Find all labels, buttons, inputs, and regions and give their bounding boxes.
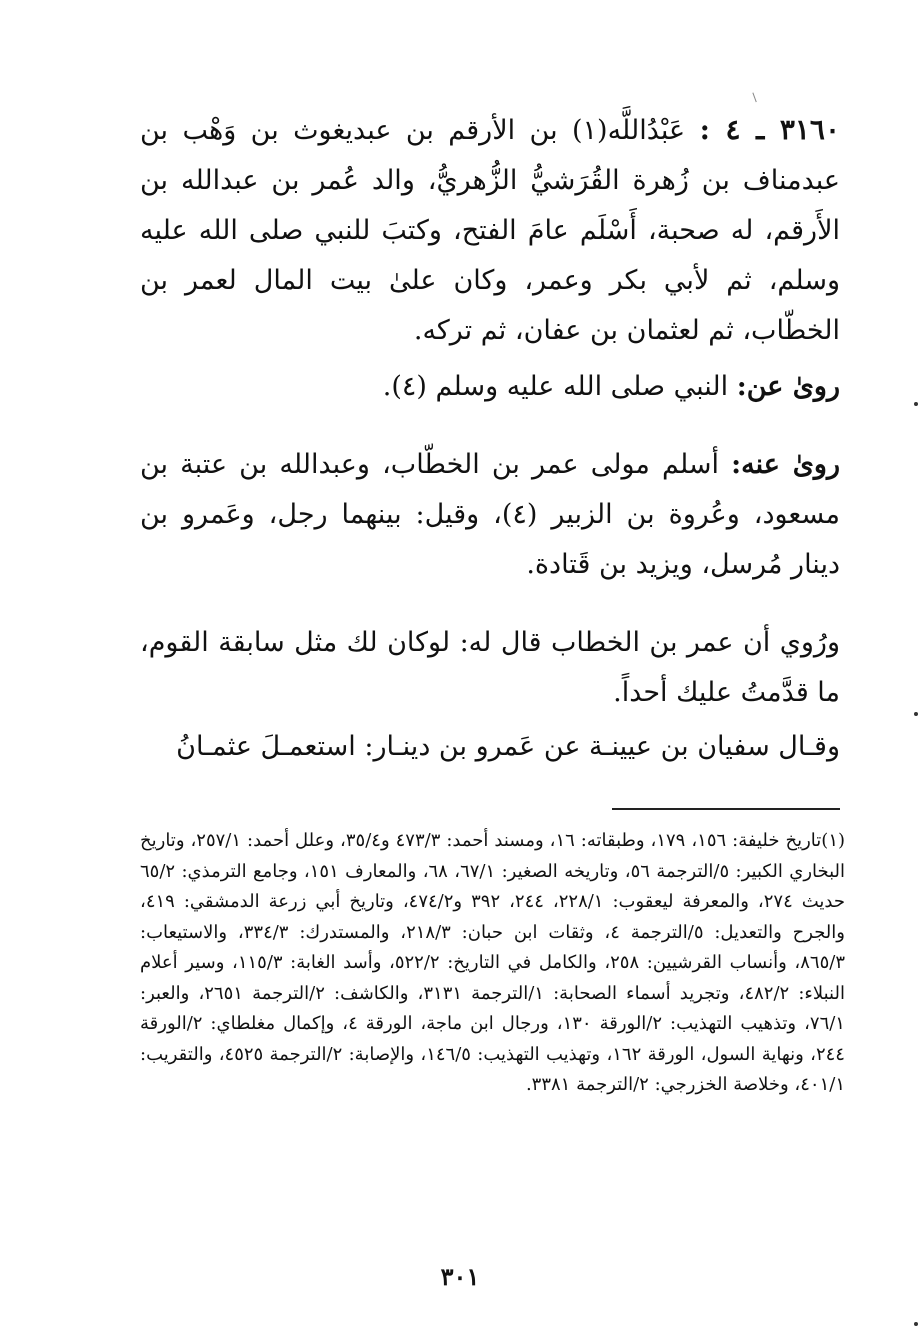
entry-number: ٣١٦٠ ـ ٤ : <box>699 113 840 146</box>
narrated-from-text: النبي صلى الله عليه وسلم (٤). <box>382 371 729 402</box>
entry-paragraph-narrated-from <box>140 362 840 412</box>
entry-paragraph-report <box>140 618 840 718</box>
narrated-by-text: أسلم مولى عمر بن الخطّاب، وعبدالله بن عتبة بن مسعود، وعُروة بن الزبير (٤)، وقيل: بينهما رجل، وعَمرو بن دينار مُرسل، ويزيد بن قَتادة. <box>140 449 841 580</box>
margin-mark <box>914 1322 918 1326</box>
sufyan-text: وقـال سفيان بن عيينـة عن عَمرو بن دينـار: استعمـلَ عثمـانُ <box>176 731 840 762</box>
page-number: ٣٠١ <box>440 1262 480 1291</box>
footnote-text: (١)تاريخ خليفة: ١٥٦، ١٧٩، وطبقاته: ١٦، ومسند أحمد: ٤٧٣/٣ و٣٥/٤، وعلل أحمد: ٢٥٧/١، وتاريخ البخاري الكبير: ٥/الترجمة ٥٦، وتاريخه الصغير: ٦٧/١، ٦٨، والمعارف ١٥١، وجامع الترمذي: ٦٥/٢ حديث ٢٧٤، والمعرفة ليعقوب: ٢٢٨/١، ٢٤٤، ٣٩٢ و٤٧٤/٢، وتاريخ أبي زرعة الدمشقي: ٤١٩، والجرح والتعديل: ٥/الترجمة ٤، وثقات ابن حبان: ٢١٨/٣، والمستدرك: ٣٣٤/٣، والاستيعاب: ٨٦٥/٣، وأنساب القرشيين: ٢٥٨، والكامل في التاريخ: ٥٢٢/٢، وأسد الغابة: ١١٥/٣، وسير أعلام النبلاء: ٤٨٢/٢، وتجريد أسماء الصحابة: ١/الترجمة ٣١٣١، والكاشف: ٢/الترجمة ٢٦٥١، والعبر: ٧٦/١، وتذهيب التهذيب: ٢/الورقة ١٣٠، ورجال ابن ماجة، الورقة ٤، وإكمال مغلطاي: ٢/الورقة ٢٤٤، ونهاية السول، الورقة ١٦٢، وتهذيب التهذيب: ١٤٦/٥، والإصابة: ٢/الترجمة ٤٥٢٥، والتقريب: ٤٠١/١، وخلاصة الخزرجي: ٢/الترجمة ٣٣٨١. <box>140 830 846 1095</box>
footnote <box>140 826 845 1101</box>
narrated-from-label: روىٰ عن: <box>736 371 840 402</box>
entry-paragraph-intro <box>140 105 840 356</box>
narrated-by-label: روىٰ عنه: <box>731 449 841 480</box>
margin-mark <box>914 402 918 406</box>
entry-intro-text: عَبْدُاللَّه(١) بن الأرقم بن عبديغوث بن وَهْب بن عبدمناف بن زُهرة القُرَشيُّ الزُّهريُّ، والد عُمر بن عبدالله بن الأَرقم، له صحبة، أَسْلَم عامَ الفتح، وكتبَ للنبي صلى الله عليه وسلم، ثم لأبي بكر وعمر، وكان علىٰ بيت المال لعمر بن الخطّاب، ثم لعثمان بن عفان، ثم تركه. <box>140 115 840 346</box>
entry-paragraph-sufyan <box>140 722 840 772</box>
entry-paragraph-narrated-by <box>140 440 840 590</box>
footnote-divider <box>612 808 840 810</box>
scan-speck <box>752 92 758 102</box>
report-text: ورُوي أن عمر بن الخطاب قال له: لوكان لك مثل سابقة القوم، ما قدَّمتُ عليك أحداً. <box>140 627 840 708</box>
margin-mark <box>914 712 918 716</box>
